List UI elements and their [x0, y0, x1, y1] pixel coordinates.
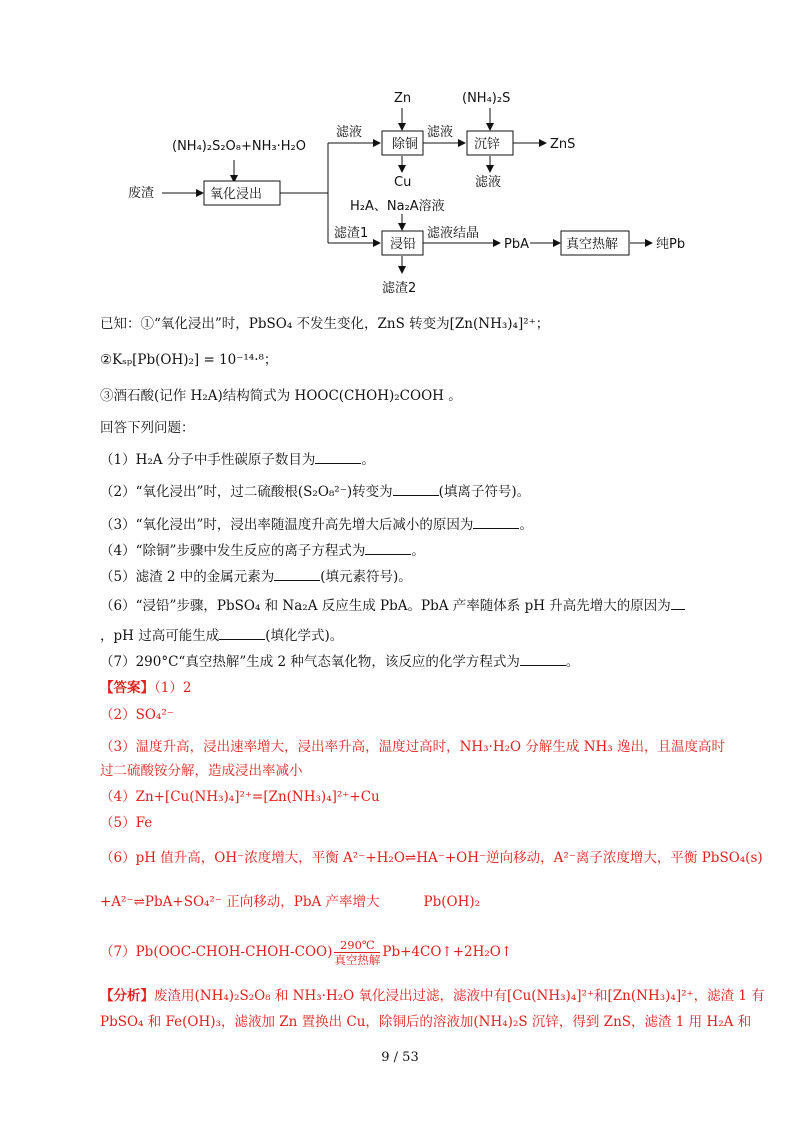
box-leach-label: 氧化浸出 [210, 187, 263, 202]
question-6-text-2: ，pH 过高可能生成 [100, 628, 220, 644]
answer-blank [393, 483, 439, 496]
mid-filtrate-label: 滤液 [427, 125, 454, 140]
condition-process: 真空热解 [334, 953, 381, 967]
question-1-end: 。 [361, 452, 375, 468]
answer-6-extra: Pb(OH)₂ [423, 894, 481, 910]
answer-7-right: Pb+4CO↑+2H₂O↑ [382, 944, 513, 960]
h2a-label: H₂A、Na₂A溶液 [350, 199, 445, 214]
box-cu-label: 除铜 [392, 137, 419, 152]
question-4-text: （4）“除铜”步骤中发生反应的离子方程式为 [100, 543, 366, 559]
nh4s-label: (NH₄)₂S [462, 91, 511, 106]
answer-6-text-2: +A²⁻⇌PbA+SO₄²⁻ 正向移动，PbA 产率增大 [100, 894, 380, 910]
question-2-end: (填离子符号)。 [438, 484, 531, 500]
question-7-text: （7）290°C“真空热解”生成 2 种气态氧化物，该反应的化学方程式为 [100, 654, 520, 670]
answer-blank [315, 451, 361, 464]
answer-blank [671, 597, 685, 610]
questions-intro: 回答下列问题： [100, 420, 195, 436]
answer-3-line2: 过二硫酸铵分解，造成浸出率减小 [100, 763, 303, 779]
analysis-text-1: 废渣用(NH₄)₂S₂O₈ 和 NH₃·H₂O 氧化浸出过滤，滤液中有[Cu(NH₃)₄]²⁺和[Zn(NH₃)₄]²⁺，滤渣 1 有 [154, 988, 765, 1004]
question-7 [100, 652, 579, 672]
box-vac-label: 真空热解 [566, 237, 619, 252]
answer-6-line1: （6）pH 值升高，OH⁻浓度增大，平衡 A²⁻+H₂O⇌HA⁻+OH⁻逆向移动，A²⁻离子浓度增大，平衡 PbSO₄(s) [100, 850, 763, 866]
filtrate-out-label: 滤液 [475, 175, 502, 190]
question-4 [100, 541, 425, 561]
question-5-text: （5）滤渣 2 中的金属元素为 [100, 569, 275, 585]
answer-blank [219, 627, 265, 640]
known-2: ②Kₛₚ[Pb(OH)₂] = 10⁻¹⁴·⁸； [100, 352, 278, 368]
question-6-cont [100, 626, 343, 646]
page-number: 9 / 53 [381, 1050, 419, 1065]
question-7-end: 。 [565, 654, 580, 670]
reaction-condition [334, 938, 380, 967]
answer-6-line2 [100, 892, 480, 912]
input-label: 废渣 [128, 186, 155, 201]
pba-label: PbA [504, 237, 529, 252]
known-1: 已知：①“氧化浸出”时，PbSO₄ 不发生变化，ZnS 转变为[Zn(NH₃)₄]²⁺； [100, 316, 550, 332]
process-flowchart [100, 80, 720, 310]
answer-7 [100, 938, 512, 967]
question-2 [100, 482, 530, 502]
reagent-top-label: (NH₄)₂S₂O₈+NH₃·H₂O [172, 139, 306, 154]
question-5-end: (填元素符号)。 [320, 569, 412, 585]
condition-temperature: 290℃ [334, 938, 380, 953]
known-3: ③酒石酸(记作 H₂A)结构简式为 HOOC(CHOH)₂COOH 。 [100, 388, 462, 404]
zn-label: Zn [394, 91, 412, 106]
question-3 [100, 515, 533, 535]
answer-blank [520, 653, 566, 666]
answer-blank [274, 568, 320, 581]
analysis-line1 [100, 986, 765, 1006]
question-1-text: （1）H₂A 分子中手性碳原子数目为 [100, 452, 316, 468]
cu-label: Cu [394, 175, 412, 190]
question-6-end: (填化学式)。 [265, 628, 344, 644]
answer-5: （5）Fe [100, 815, 153, 831]
question-6-text: （6）“浸铅”步骤，PbSO₄ 和 Na₂A 反应生成 PbA。PbA 产率随体系 pH 升高先增大的原因为 [100, 598, 671, 614]
filtrate-branch-label: 滤液 [336, 125, 363, 140]
zns-label: ZnS [550, 137, 576, 152]
question-4-end: 。 [411, 543, 425, 559]
crystallize-label: 滤液结晶 [427, 226, 480, 241]
analysis-label: 【分析】 [100, 988, 154, 1004]
question-1 [100, 450, 375, 470]
answer-7-left: （7）Pb(OOC-CHOH-CHOH-COO) [100, 944, 333, 960]
answer-2: （2）SO₄²⁻ [100, 707, 174, 723]
analysis-line2: PbSO₄ 和 Fe(OH)₃，滤液加 Zn 置换出 Cu，除铜后的溶液加(NH₄)₂S 沉锌，得到 ZnS，滤渣 1 用 H₂A 和 [100, 1014, 752, 1030]
question-6 [100, 596, 685, 616]
answer-3-line1: （3）温度升高，浸出速率增大，浸出率升高，温度过高时，NH₃·H₂O 分解生成 NH₃ 逸出，且温度高时 [100, 739, 726, 755]
question-5 [100, 567, 412, 587]
answer-label: 【答案】 [100, 680, 154, 696]
residue2-label: 滤渣2 [382, 281, 417, 296]
answer-blank [473, 516, 519, 529]
answer-1 [100, 678, 191, 698]
answer-1-text: （1）2 [154, 680, 192, 696]
question-3-text: （3）“氧化浸出”时，浸出率随温度升高先增大后减小的原因为 [100, 517, 474, 533]
answer-4: （4）Zn+[Cu(NH₃)₄]²⁺=[Zn(NH₃)₄]²⁺+Cu [100, 789, 380, 805]
answer-blank [365, 542, 411, 555]
box-pb-label: 浸铅 [390, 237, 417, 252]
box-znprec-label: 沉锌 [474, 137, 501, 152]
question-2-text: （2）“氧化浸出”时，过二硫酸根(S₂O₈²⁻)转变为 [100, 484, 393, 500]
residue1-label: 滤渣1 [334, 226, 369, 241]
pure-pb-label: 纯Pb [656, 237, 686, 252]
question-3-end: 。 [519, 517, 533, 533]
